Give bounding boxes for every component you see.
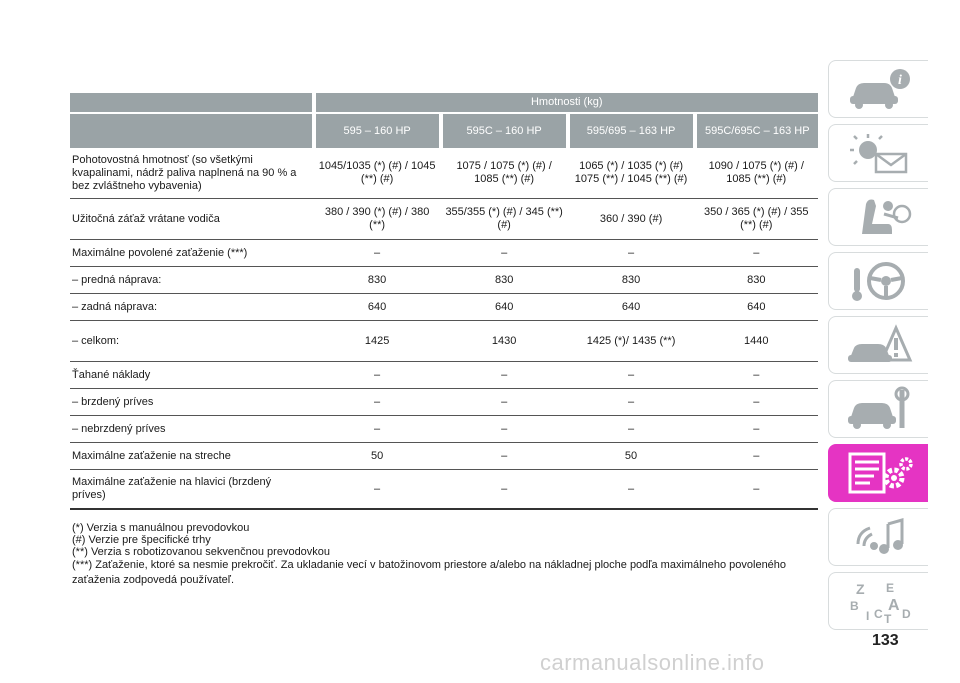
row-label: Maximálne povolené zaťaženie (***): [70, 240, 314, 267]
svg-text:Z: Z: [855, 581, 865, 597]
row-label: – celkom:: [70, 321, 314, 362]
cell-value: 830: [568, 267, 695, 294]
svg-text:T: T: [883, 612, 891, 624]
table-row: [70, 240, 818, 267]
table-row: [70, 148, 818, 199]
sidebar-tab-starting[interactable]: [828, 252, 928, 310]
cell-value: –: [314, 470, 441, 510]
cell-value: 1425: [314, 321, 441, 362]
sidebar-tab-emergency[interactable]: [828, 316, 928, 374]
table-row: [70, 294, 818, 321]
row-label: – predná náprava:: [70, 267, 314, 294]
table-row: [70, 362, 818, 389]
sidebar-tab-safety[interactable]: [828, 188, 928, 246]
footnote: (**) Verzia s robotizovanou sekvenčnou prevodovkou: [72, 546, 331, 558]
cell-value: 360 / 390 (#): [568, 199, 695, 240]
car-info-icon: [844, 66, 914, 112]
cell-value: 830: [695, 267, 818, 294]
cell-value: 50: [314, 443, 441, 470]
cell-value: 640: [568, 294, 695, 321]
index-letters-icon: [844, 578, 914, 624]
sidebar-tab-technical-data[interactable]: [828, 444, 928, 502]
weights-table: [70, 93, 818, 510]
column-header: 595/695 – 163 HP: [568, 113, 695, 148]
multimedia-icon: [844, 514, 914, 560]
cell-value: –: [568, 362, 695, 389]
cell-value: 640: [695, 294, 818, 321]
group-header: Hmotnosti (kg): [314, 93, 818, 113]
table-row: [70, 267, 818, 294]
row-label: – nebrzdený príves: [70, 416, 314, 443]
cell-value: 1075 / 1075 (*) (#) / 1085 (**) (#): [441, 148, 568, 199]
cell-value: –: [695, 470, 818, 510]
svg-text:D: D: [901, 607, 911, 621]
cell-value: –: [441, 470, 568, 510]
column-header: 595 – 160 HP: [314, 113, 441, 148]
cell-value: 830: [441, 267, 568, 294]
table-row: [70, 321, 818, 362]
seat-airbag-icon: [844, 194, 914, 240]
sidebar-tab-maintenance[interactable]: [828, 380, 928, 438]
table-column-header-row: [70, 113, 818, 148]
row-label: Ťahané náklady: [70, 362, 314, 389]
cell-value: 1430: [441, 321, 568, 362]
cell-value: –: [314, 240, 441, 267]
svg-text:I: I: [865, 609, 869, 623]
warning-lights-icon: [844, 130, 914, 176]
row-label: – brzdený príves: [70, 389, 314, 416]
cell-value: –: [314, 362, 441, 389]
footnote: (***) Zaťaženie, ktoré sa nesmie prekročiť. Za ukladanie vecí v batožinovom priestore a/alebo na nákladnej ploche podľa maximálneho povoleného zaťaženia zodpovedá používateľ.: [72, 559, 787, 586]
row-label: Maximálne zaťaženie na hlavici (brzdený príves): [70, 470, 314, 510]
row-label: Maximálne zaťaženie na streche: [70, 443, 314, 470]
svg-text:E: E: [885, 581, 894, 595]
cell-value: –: [441, 443, 568, 470]
cell-value: 50: [568, 443, 695, 470]
cell-value: 640: [314, 294, 441, 321]
cell-value: 380 / 390 (*) (#) / 380 (**): [314, 199, 441, 240]
column-header: 595C – 160 HP: [441, 113, 568, 148]
column-header: 595C/695C – 163 HP: [695, 113, 818, 148]
chapter-sidebar: [828, 60, 928, 636]
cell-value: 1045/1035 (*) (#) / 1045 (**) (#): [314, 148, 441, 199]
svg-text:C: C: [873, 607, 883, 621]
sidebar-tab-dashboard[interactable]: [828, 60, 928, 118]
watermark: carmanualsonline.info: [540, 650, 765, 675]
cell-value: –: [568, 470, 695, 510]
table-row: [70, 389, 818, 416]
cell-value: –: [441, 389, 568, 416]
technical-data-icon: [844, 450, 914, 496]
cell-value: –: [695, 443, 818, 470]
sidebar-tab-multimedia[interactable]: [828, 508, 928, 566]
cell-value: –: [441, 416, 568, 443]
table-row: [70, 470, 818, 510]
cell-value: –: [695, 240, 818, 267]
cell-value: –: [568, 240, 695, 267]
footnotes: [72, 522, 818, 588]
footnote: (*) Verzia s manuálnou prevodovkou: [72, 522, 250, 534]
sidebar-tab-warnings[interactable]: [828, 124, 928, 182]
cell-value: –: [695, 416, 818, 443]
cell-value: 355/355 (*) (#) / 345 (**) (#): [441, 199, 568, 240]
svg-text:A: A: [887, 597, 900, 614]
header-blank-cell: [70, 113, 314, 148]
table-row: [70, 443, 818, 470]
svg-text:B: B: [849, 599, 859, 613]
footnote: (#) Verzie pre špecifické trhy: [72, 534, 211, 546]
table-row: [70, 199, 818, 240]
cell-value: 640: [441, 294, 568, 321]
row-label: – zadná náprava:: [70, 294, 314, 321]
cell-value: –: [568, 416, 695, 443]
cell-value: –: [441, 240, 568, 267]
cell-value: 830: [314, 267, 441, 294]
cell-value: –: [314, 389, 441, 416]
emergency-car-icon: [844, 322, 914, 368]
cell-value: –: [441, 362, 568, 389]
cell-value: 1065 (*) / 1035 (*) (#) 1075 (**) / 1045 (**) (#): [568, 148, 695, 199]
cell-value: 1440: [695, 321, 818, 362]
cell-value: 1090 / 1075 (*) (#) / 1085 (**) (#): [695, 148, 818, 199]
cell-value: –: [695, 389, 818, 416]
svg-text:i: i: [897, 73, 902, 88]
page-number: 133: [872, 632, 899, 649]
cell-value: –: [568, 389, 695, 416]
header-blank-cell: [70, 93, 314, 113]
table-group-header-row: [70, 93, 818, 113]
row-label: Pohotovostná hmotnosť (so všetkými kvapalinami, nádrž paliva naplnená na 90 % a bez zvláštneho vybavenia): [70, 148, 314, 199]
steering-wheel-key-icon: [844, 258, 914, 304]
cell-value: 1425 (*)/ 1435 (**): [568, 321, 695, 362]
row-label: Užitočná záťaž vrátane vodiča: [70, 199, 314, 240]
cell-value: 350 / 365 (*) (#) / 355 (**) (#): [695, 199, 818, 240]
sidebar-tab-index[interactable]: [828, 572, 928, 630]
cell-value: –: [314, 416, 441, 443]
table-row: [70, 416, 818, 443]
car-maintenance-icon: [844, 386, 914, 432]
cell-value: –: [695, 362, 818, 389]
